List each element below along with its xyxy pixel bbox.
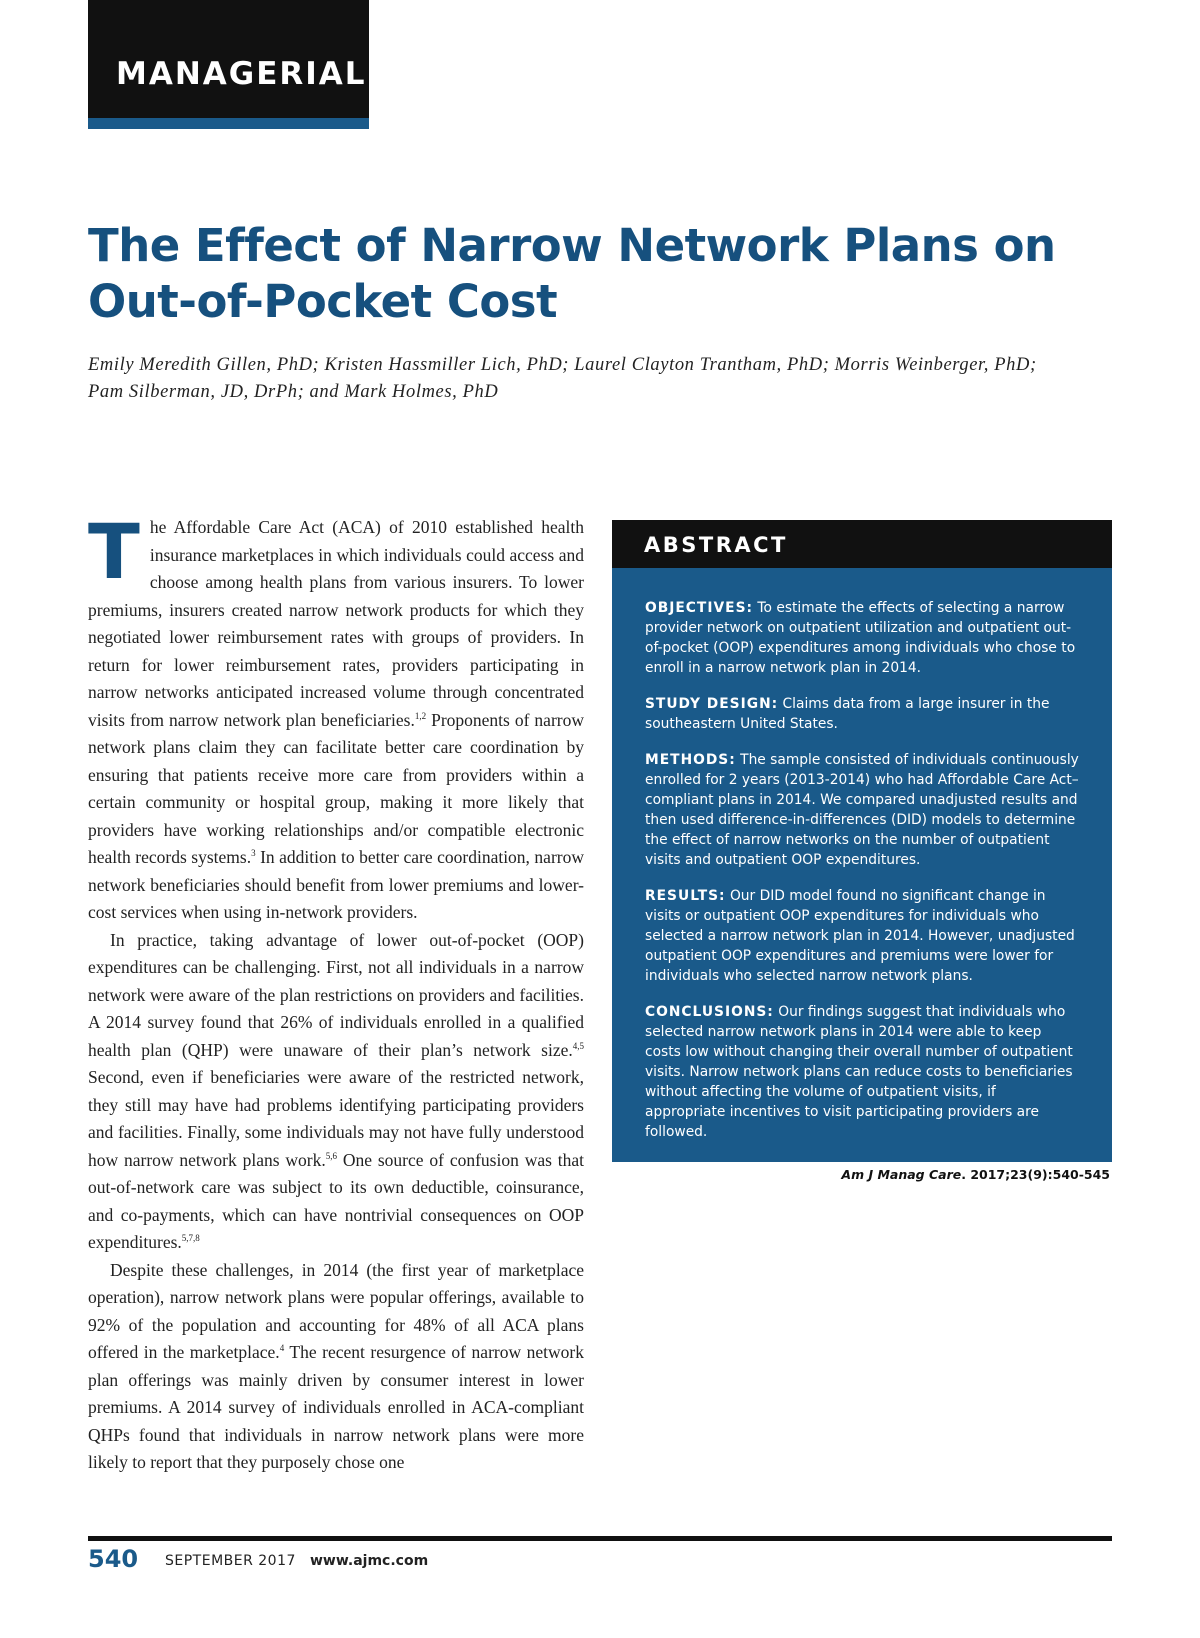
conclusions-text: Our findings suggest that individuals who selected narrow network plans in 2014 were able to keep costs low without changing their overall number of outpatient visits. Narrow network plans can reduce costs to beneficiaries without affecting the volume of outpatient visits, if appropriate incentives to visit participating providers are followed. <box>645 1004 1073 1140</box>
study-design-label: STUDY DESIGN: <box>645 696 779 712</box>
objectives-label: OBJECTIVES: <box>645 600 754 616</box>
citation-ref: 4,5 <box>572 1040 584 1051</box>
authors-line-1: Emily Meredith Gillen, PhD; Kristen Hassmiller Lich, PhD; Laurel Clayton Trantham, PhD; Morris Weinberger, PhD; <box>88 355 1037 375</box>
body-text-column <box>88 507 584 1477</box>
abstract-body <box>612 568 1112 1142</box>
p2-text-a: In practice, taking advantage of lower out-of-pocket (OOP) expenditures can be challenging. First, not all individuals in a narrow network were aware of the plan restrictions on providers and facilities. A 2014 survey found that 26% of individuals enrolled in a qualified health plan (QHP) were unaware of their plan’s network size. <box>88 929 584 1060</box>
abstract-objectives <box>645 598 1080 678</box>
p1-text-c: In addition to better care coordination, narrow network beneficiaries should benefit from lower premiums and lower-cost services when using in-network providers. <box>88 847 584 922</box>
citation-ref: 3 <box>251 848 256 859</box>
citation-ref: 1,2 <box>414 710 427 721</box>
website-link[interactable]: www.ajmc.com <box>310 1553 429 1569</box>
study-design-text: Claims data from a large insurer in the southeastern United States. <box>645 696 1050 732</box>
title-line-2: Out-of-Pocket Cost <box>88 275 558 328</box>
results-text: Our DID model found no significant change in visits or outpatient OOP expenditures for individuals who selected a narrow network plan in 2014. However, unadjusted outpatient OOP expenditures and premiums were lower for individuals who selected narrow network plans. <box>645 888 1075 984</box>
methods-text: The sample consisted of individuals continuously enrolled for 2 years (2013-2014) who had Affordable Care Act–compliant plans in 2014. We compared unadjusted results and then used difference-in-differences (DID) models to determine the effect of narrow networks on the number of outpatient visits and outpatient OOP expenditures. <box>645 752 1079 868</box>
conclusions-label: CONCLUSIONS: <box>645 1004 774 1020</box>
p1-text-a: he Affordable Care Act (ACA) of 2010 established health insurance marketplaces in which individuals could access and choose among health plans from various insurers. To lower premiums, insurers created narrow network products for which they negotiated lower reimbursement rates with groups of providers. In return for lower reimbursement rates, providers participating in narrow networks anticipated increased volume through concentrated visits from narrow network plan beneficiaries. <box>88 517 584 730</box>
p3-text-b: The recent resurgence of narrow network plan offerings was mainly driven by consumer interest in lower premiums. A 2014 survey of individuals enrolled in ACA-compliant QHPs found that individuals in narrow network plans were more likely to report that they purposely chose one <box>88 1342 584 1472</box>
p1-text-b: Proponents of narrow network plans claim they can facilitate better care coordination by ensuring that patients receive more care from providers within a certain community or hospital group, making it more likely that providers have working relationships and/or compatible electronic health records systems. <box>88 709 584 867</box>
citation-ref: 5,7,8 <box>181 1233 200 1244</box>
abstract-conclusions <box>645 1002 1080 1142</box>
abstract-box <box>612 520 1112 1162</box>
drop-cap: T <box>88 507 140 596</box>
journal-citation <box>841 1167 1110 1182</box>
p3-text-a: Despite these challenges, in 2014 (the first year of marketplace operation), narrow network plans were popular offerings, available to 92% of the population and accounting for 48% of all ACA plans offered in the marketplace. <box>88 1259 584 1362</box>
authors-line-2: Pam Silberman, JD, DrPh; and Mark Holmes, PhD <box>88 382 499 402</box>
abstract-study-design <box>645 694 1080 734</box>
citation-details: . 2017;23(9):540-545 <box>961 1167 1110 1182</box>
page-number: 540 <box>88 1545 139 1573</box>
p2-text-c: One source of confusion was that out-of-network care was subject to its own deductible, coinsurance, and co-payments, which can have nontrivial consequences on OOP expenditures. <box>88 1149 584 1252</box>
section-tag-underline <box>88 118 369 129</box>
body-paragraph-2 <box>88 927 584 1257</box>
issue-date: SEPTEMBER 2017 <box>165 1553 296 1569</box>
abstract-methods <box>645 750 1080 870</box>
title-line-1: The Effect of Narrow Network Plans on <box>88 219 1056 272</box>
body-paragraph-3 <box>88 1257 584 1477</box>
citation-ref: 5,6 <box>325 1150 337 1161</box>
article-title <box>88 218 1088 330</box>
objectives-text: To estimate the effects of selecting a narrow provider network on outpatient utilization and outpatient out-of-pocket (OOP) expenditures among individuals who chose to enroll in a narrow network plan in 2014. <box>645 600 1076 676</box>
author-list <box>88 352 1118 406</box>
methods-label: METHODS: <box>645 752 736 768</box>
p2-text-b: Second, even if beneficiaries were aware of the restricted network, they still may have had problems identifying participating providers and facilities. Finally, some individuals may not have fully understood how narrow network plans work. <box>88 1067 584 1170</box>
abstract-header: ABSTRACT <box>612 520 1112 568</box>
section-label: MANAGERIAL <box>116 56 367 92</box>
section-tag <box>88 0 369 118</box>
results-label: RESULTS: <box>645 888 726 904</box>
body-paragraph-1 <box>88 507 584 927</box>
citation-journal: Am J Manag Care <box>841 1167 962 1182</box>
citation-ref: 4 <box>279 1343 285 1354</box>
abstract-results <box>645 886 1080 986</box>
footer-rule <box>88 1536 1112 1541</box>
